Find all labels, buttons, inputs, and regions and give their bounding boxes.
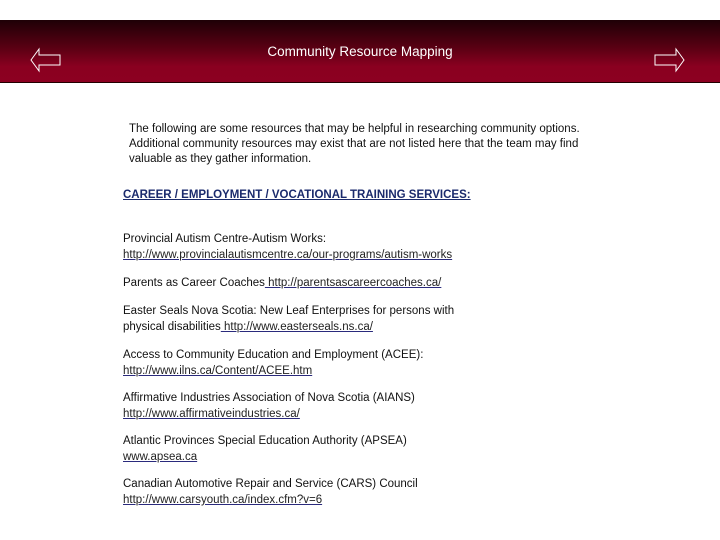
page-title: Community Resource Mapping bbox=[267, 44, 453, 59]
resource-link[interactable]: http://www.carsyouth.ca/index.cfm?v=6 bbox=[123, 494, 323, 506]
section-heading: CAREER / EMPLOYMENT / VOCATIONAL TRAINING SERVICES: bbox=[123, 189, 471, 201]
resource-link[interactable]: http://www.affirmativeindustries.ca/ bbox=[123, 408, 300, 420]
right-arrow-icon[interactable] bbox=[653, 47, 685, 73]
resource-link[interactable]: http://www.ilns.ca/Content/ACEE.htm bbox=[123, 365, 313, 377]
resource-item bbox=[123, 347, 503, 379]
resource-name: Affirmative Industries Association of Nova Scotia (AIANS) bbox=[123, 392, 415, 404]
resource-name: Access to Community Education and Employment (ACEE): bbox=[123, 349, 424, 361]
resource-link[interactable]: http://www.easterseals.ns.ca/ bbox=[220, 321, 373, 333]
resource-item bbox=[123, 231, 503, 263]
header-banner bbox=[0, 20, 720, 83]
resource-name: Easter Seals Nova Scotia: New Leaf Enterprises for persons with physical disabilities bbox=[123, 305, 455, 333]
resource-name: Provincial Autism Centre-Autism Works: bbox=[123, 233, 327, 245]
resource-link[interactable]: www.apsea.ca bbox=[123, 451, 198, 463]
resource-item bbox=[123, 275, 503, 291]
intro-text: The following are some resources that may be helpful in researching community options. Additional community resources may exist that are not listed here that the team may find valuable as they gather information. bbox=[129, 123, 580, 165]
resource-link[interactable]: http://www.provincialautismcentre.ca/our-programs/autism-works bbox=[123, 249, 453, 261]
resource-name: Canadian Automotive Repair and Service (CARS) Council bbox=[123, 478, 418, 490]
resource-item bbox=[123, 433, 503, 465]
resource-item bbox=[123, 476, 503, 508]
resource-link[interactable]: http://parentsascareercoaches.ca/ bbox=[264, 277, 442, 289]
resource-name: Parents as Career Coaches bbox=[123, 277, 265, 289]
resource-item bbox=[123, 303, 483, 335]
resource-item bbox=[123, 390, 503, 422]
resource-name: Atlantic Provinces Special Education Authority (APSEA) bbox=[123, 435, 407, 447]
